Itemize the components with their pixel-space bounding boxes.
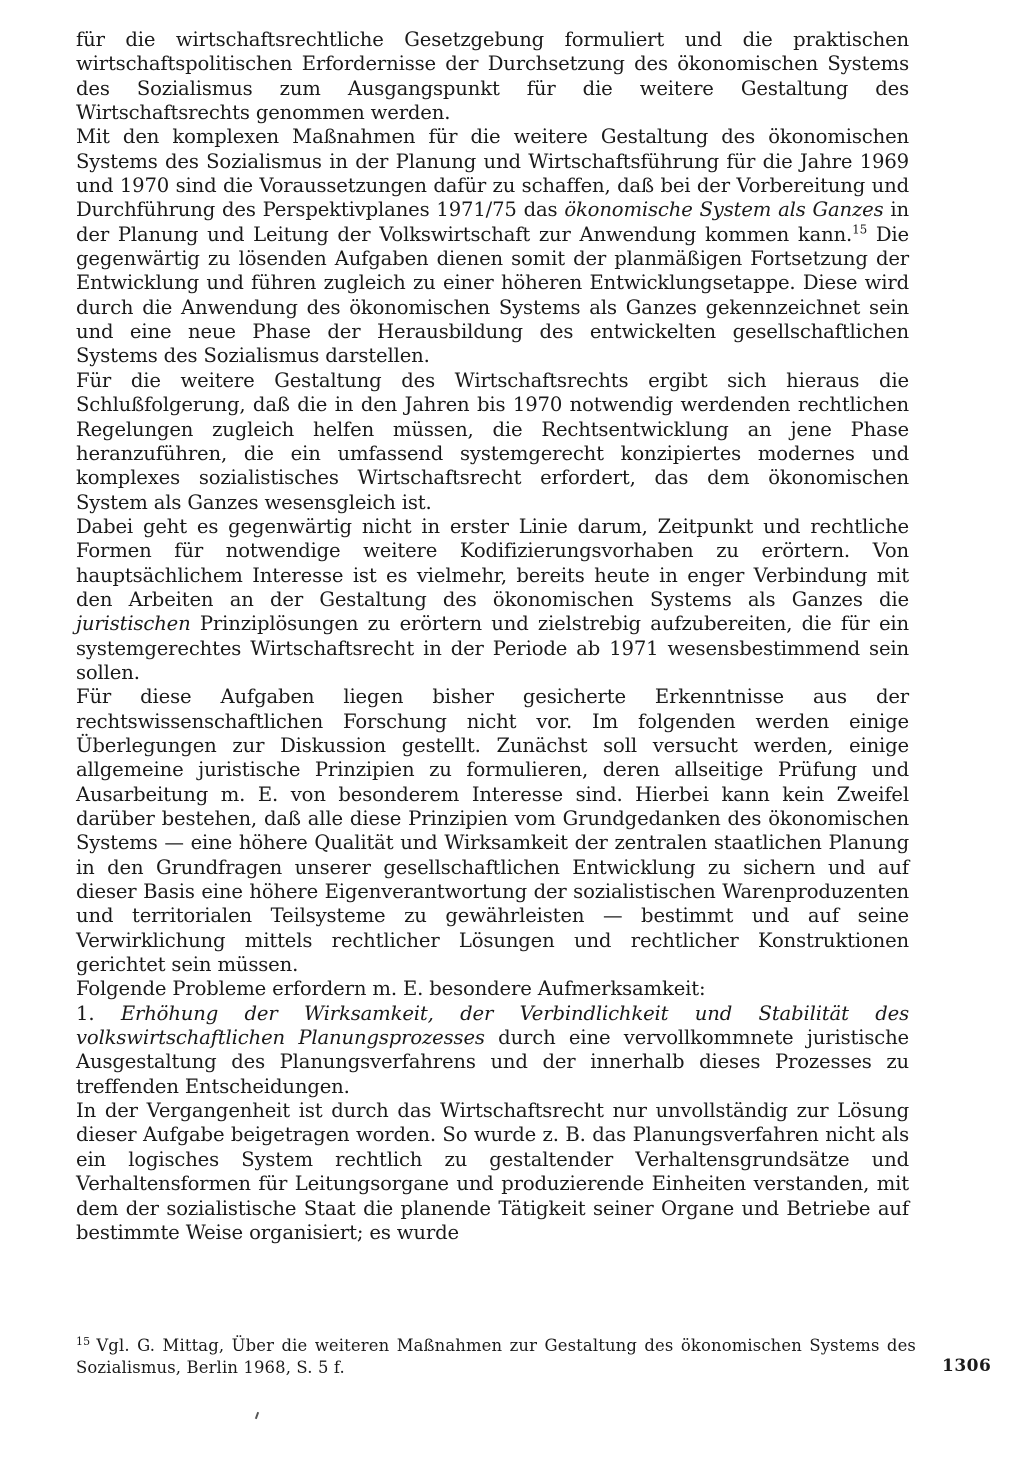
- footnote-reference: 15: [852, 222, 868, 237]
- paragraph: [76, 28, 909, 125]
- emphasis-text: Erhöhung der Wirksamkeit, der Verbindlichkeit und Stabilität des volkswirtschaftlichen Planungsprozesses: [76, 1001, 909, 1050]
- paragraph: [76, 125, 909, 368]
- body-text: Dabei geht es gegenwärtig nicht in erster Linie darum, Zeitpunkt und rechtliche Formen für notwendige weitere Kodifizierungsvorhaben zu erörtern. Von hauptsächlichem Interesse ist es vielmehr, bereits heute in enger Verbindung mit den Arbeiten an der Gestaltung des ökonomischen Systems als Ganzes die: [76, 514, 909, 611]
- body-text: Folgende Probleme erfordern m. E. besondere Aufmerksamkeit:: [76, 977, 706, 1001]
- paragraph: [76, 515, 909, 685]
- emphasis-text: ökonomische System als Ganzes: [564, 198, 884, 222]
- footnote-text: Vgl. G. Mittag, Über die weiteren Maßnahmen zur Gestaltung des ökonomischen Systems des Sozialismus, Berlin 1968, S. 5 f.: [76, 1336, 916, 1377]
- body-text: Mit den komplexen Maßnahmen für die weitere Gestaltung des ökonomischen Systems des Sozialismus in der Planung und Wirtschaftsführung für die Jahre 1969 und 1970 sind die Voraussetzungen dafür zu schaffen, daß bei der Vorbereitung und Durchführung des Perspektivplanes 1971/75 das: [76, 125, 909, 222]
- paragraph: [76, 1099, 909, 1245]
- main-text: [76, 28, 909, 1245]
- stray-mark: [255, 1412, 259, 1419]
- footnote-15: [76, 1335, 916, 1379]
- body-text: Für diese Aufgaben liegen bisher gesicherte Erkenntnisse aus der rechtswissenschaftlichen Forschung nicht vor. Im folgenden werden einige Überlegungen zur Diskussion gestellt. Zunächst soll versucht werden, einige allgemeine juristische Prinzipien zu formulieren, deren allseitige Prüfung und Ausarbeitung m. E. von besonderem Interesse sind. Hierbei kann kein Zweifel darüber bestehen, daß alle diese Prinzipien vom Grundgedanken des ökonomischen Systems — eine höhere Qualität und Wirksamkeit der zentralen staatlichen Planung in den Grundfragen unserer gesellschaftlichen Entwicklung zu sichern und auf dieser Basis eine höhere Eigenverantwortung der sozialistischen Warenproduzenten und territorialen Teilsysteme zu gewährleisten — bestimmt und auf seine Verwirklichung mittels rechtlicher Lösungen und rechtlicher Konstruktionen gerichtet sein müssen.: [76, 685, 909, 977]
- body-text: Für die weitere Gestaltung des Wirtschaftsrechts ergibt sich hieraus die Schlußfolgerung, daß die in den Jahren bis 1970 notwendig werdenden rechtlichen Regelungen zugleich helfen müssen, die Rechtsentwicklung an jene Phase heranzuführen, die ein umfassend systemgerecht konzipiertes modernes und komplexes sozialistisches Wirtschaftsrecht erfordert, das dem ökonomischen System als Ganzes wesensgleich ist.: [76, 368, 909, 514]
- paragraph: [76, 1002, 909, 1099]
- body-text: durch eine vervollkommnete juristische Ausgestaltung des Planungsverfahrens und der innerhalb dieses Prozesses zu treffenden Entscheidungen.: [76, 1026, 909, 1098]
- body-text: Prinziplösungen zu erörtern und zielstrebig aufzubereiten, die für ein systemgerechtes Wirtschaftsrecht in der Periode ab 1971 wesensbestimmend sein sollen.: [76, 612, 909, 684]
- footnotes: [76, 1335, 916, 1379]
- body-text: für die wirtschaftsrechtliche Gesetzgebung formuliert und die praktischen wirtschaftspolitischen Erfordernisse der Durchsetzung des ökonomischen Systems des Sozialismus zum Ausgangspunkt für die weitere Gestaltung des Wirtschaftsrechts genommen werden.: [76, 28, 909, 125]
- body-text: 1.: [76, 1001, 121, 1025]
- footnote-number: 15: [76, 1334, 91, 1348]
- paragraph: [76, 977, 909, 1001]
- paragraph: [76, 369, 909, 515]
- body-text: in der Planung und Leitung der Volkswirtschaft zur Anwendung kommen kann.: [76, 198, 909, 246]
- page-number: 1306: [942, 1356, 992, 1376]
- body-text: In der Vergangenheit ist durch das Wirtschaftsrecht nur unvollständig zur Lösung dieser Aufgabe beigetragen worden. So wurde z. B. das Planungsverfahren nicht als ein logisches System rechtlich zu gestaltender Verhaltensgrundsätze und Verhaltensformen für Leitungsorgane und produzierende Einheiten verstanden, mit dem der sozialistische Staat die planende Tätigkeit seiner Organe und Betriebe auf bestimmte Weise organisiert; es wurde: [76, 1099, 909, 1244]
- body-text: Die gegenwärtig zu lösenden Aufgaben dienen somit der planmäßigen Fortsetzung der Entwicklung und führen zugleich zu einer höheren Entwicklungsetappe. Diese wird durch die Anwendung des ökonomischen Systems als Ganzes gekennzeichnet sein und eine neue Phase der Herausbildung des entwickelten gesellschaftlichen Systems des Sozialismus darstellen.: [76, 222, 909, 368]
- emphasis-text: juristischen: [76, 612, 191, 636]
- paragraph: [76, 685, 909, 977]
